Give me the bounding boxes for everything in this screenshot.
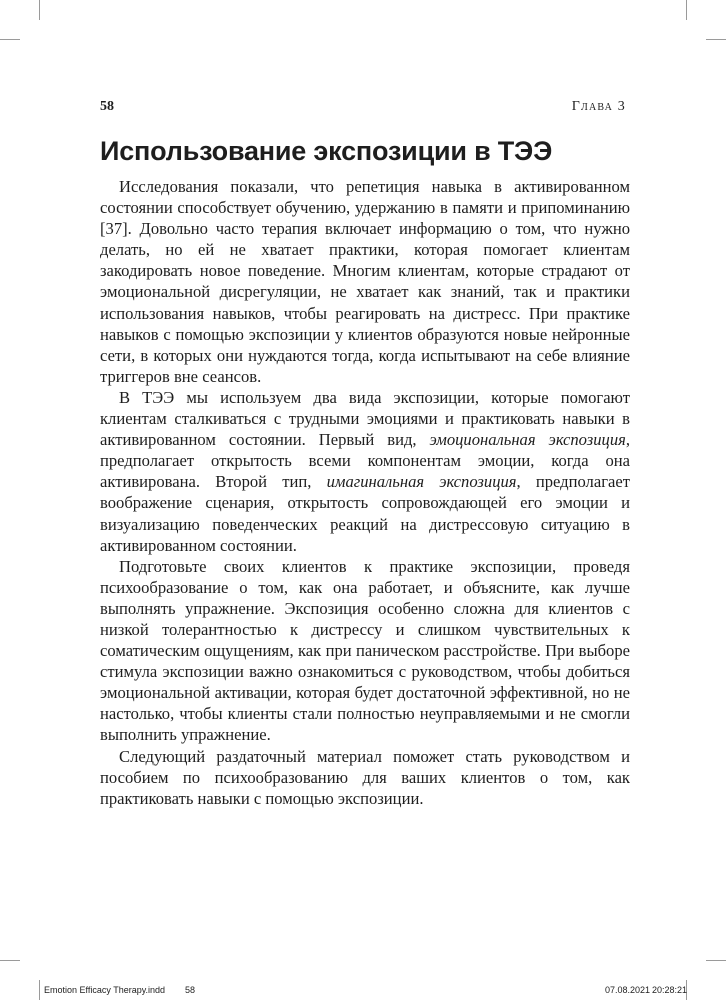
section-heading: Использование экспозиции в ТЭЭ [100, 136, 553, 166]
chapter-title: Глава 3 [571, 99, 626, 114]
slug-page: 58 [185, 985, 196, 995]
paragraph [100, 387, 630, 556]
crop-mark [686, 0, 687, 20]
slug-filename: Emotion Efficacy Therapy.indd [44, 985, 166, 995]
slug-time: 20:28:21 [652, 985, 688, 995]
text-run: Исследования показали, что репетиция навыка в активированном состоянии способствует обучению, удержанию в памяти и припоминанию [37]. Довольно часто терапия включает информацию о том, что нужно делать, но ей не хватает практики, которая помогает клиентам закодировать новое поведение. Многим клиентам, которые страдают от эмоциональной дисрегуляции, не хватает как знаний, так и практики использования навыков, чтобы реагировать на дистресс. При практике навыков с помощью экспозиции у клиентов образуются новые нейронные сети, в которых они нуждаются тогда, когда испытывают на себе влияние триггеров вне сеансов. [100, 177, 630, 386]
text-run: , предполагает воображение сценария, открытость сопровождающей его эмоции и визуализацию поведенческих реакций на дистрессовую ситуацию в активированном состоянии. [100, 472, 630, 555]
crop-mark [706, 960, 726, 961]
crop-mark [0, 39, 20, 40]
text-run: Подготовьте своих клиентов к практике экспозиции, проведя психообразование о том, как она работает, и объясните, как лучше выполнять упражнение. Экспозиция особенно сложна для клиентов с низкой толерантностью к дистрессу и слишком чувствительных к соматическим ощущениям, как при паническом расстройстве. При выборе стимула экспозиции важно ознакомиться с руководством, чтобы добиться эмоциональной активации, которая будет достаточной эффективной, но не настолько, чтобы клиенты стали полностью неуправляемыми и не смогли выполнить упражнение. [100, 556, 630, 745]
crop-mark [0, 960, 20, 961]
crop-mark [706, 39, 726, 40]
emphasis-term: эмоциональная экспозиция [429, 430, 626, 450]
text-run: , предполагает открытость всеми компонентам эмоции, когда она активирована. Второй тип, [100, 430, 630, 492]
text-run: В ТЭЭ мы используем два вида экспозиции, которые помогают клиентам сталкиваться с трудными эмоциями и практиковать навыки в активированном состоянии. Первый вид, [100, 387, 630, 450]
crop-mark [39, 0, 40, 20]
text-run: Следующий раздаточный материал поможет стать руководством и пособием по психообразованию для ваших клиентов о том, как практиковать навыки с помощью экспозиции. [100, 746, 630, 808]
paragraph [100, 746, 630, 809]
body-text [100, 176, 630, 809]
emphasis-term: имагинальная экспозиция [326, 472, 517, 492]
print-slug [0, 981, 726, 1000]
slug-date: 07.08.2021 [605, 985, 651, 995]
paragraph [100, 556, 630, 746]
paragraph [100, 176, 630, 387]
page-number: 58 [100, 99, 114, 114]
